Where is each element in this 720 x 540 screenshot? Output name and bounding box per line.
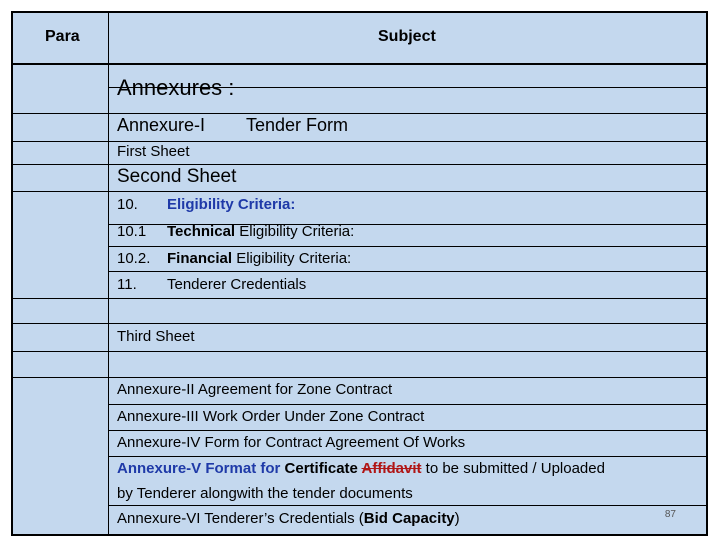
- row-divider: [13, 191, 706, 192]
- criteria-number: 10.2.: [117, 250, 151, 267]
- page-number: 87: [664, 509, 676, 520]
- criteria-item: [117, 224, 354, 239]
- annexure-6-item: [117, 511, 460, 526]
- annexure-6-text: Annexure-VI Tenderer’s Credentials (: [117, 510, 364, 527]
- row-divider: [13, 298, 706, 299]
- annexure-2-item: Annexure-II Agreement for Zone Contract: [117, 381, 393, 398]
- row-divider: [13, 377, 706, 378]
- criteria-number: 10.1: [117, 223, 147, 240]
- row-divider: [13, 323, 706, 324]
- criteria-number: 11.: [117, 276, 137, 293]
- annexure-table: [11, 11, 708, 536]
- row-divider: [109, 430, 706, 431]
- row-divider: [13, 164, 706, 165]
- second-sheet-label: Second Sheet: [117, 166, 237, 187]
- row-divider: [109, 271, 706, 272]
- annexure-4-item: Annexure-IV Form for Contract Agreement Of Works: [117, 434, 466, 451]
- annexure-6-bold: Bid Capacity: [363, 510, 455, 527]
- annexure-3-item: Annexure-III Work Order Under Zone Contract: [117, 408, 425, 425]
- criteria-text: Eligibility Criteria:: [232, 250, 352, 267]
- criteria-bold-term: Technical: [167, 223, 236, 240]
- row-divider: [13, 351, 706, 352]
- criteria-item: [117, 197, 295, 212]
- criteria-text: Tenderer Credentials: [167, 276, 307, 293]
- row-divider: [13, 141, 706, 142]
- annexure-5-rest: to be submitted / Uploaded: [421, 460, 605, 477]
- annexure-1-title: Tender Form: [246, 115, 349, 135]
- criteria-number: 10.: [117, 196, 138, 213]
- para-header: Para: [45, 28, 80, 45]
- row-divider: [109, 246, 706, 247]
- row-divider: [109, 404, 706, 405]
- annexure-5-certificate: Certificate: [280, 460, 362, 477]
- criteria-item: [117, 251, 351, 266]
- row-divider: [109, 456, 706, 457]
- criteria-item: [117, 277, 306, 292]
- annexure-5-struck-word: Affidavit: [361, 460, 422, 477]
- annexure-5-line2: by Tenderer alongwith the tender documents: [117, 485, 413, 502]
- row-divider: [13, 113, 706, 114]
- header-divider: [13, 63, 706, 65]
- annexure-6-close: ): [454, 510, 460, 527]
- annexure-5-heading: Annexure-V Format for: [117, 460, 281, 477]
- criteria-text: Eligibility Criteria:: [235, 223, 355, 240]
- first-sheet-label: First Sheet: [117, 143, 190, 160]
- criteria-bold-term: Financial: [167, 250, 233, 267]
- row-divider: [109, 505, 706, 506]
- annexure-1-label: Annexure-I: [117, 115, 206, 135]
- subject-header: Subject: [378, 28, 436, 45]
- annexures-title: Annexures :: [117, 75, 235, 100]
- third-sheet-label: Third Sheet: [117, 328, 195, 345]
- criteria-heading: Eligibility Criteria:: [167, 196, 296, 213]
- annexure-5-item: [117, 461, 605, 476]
